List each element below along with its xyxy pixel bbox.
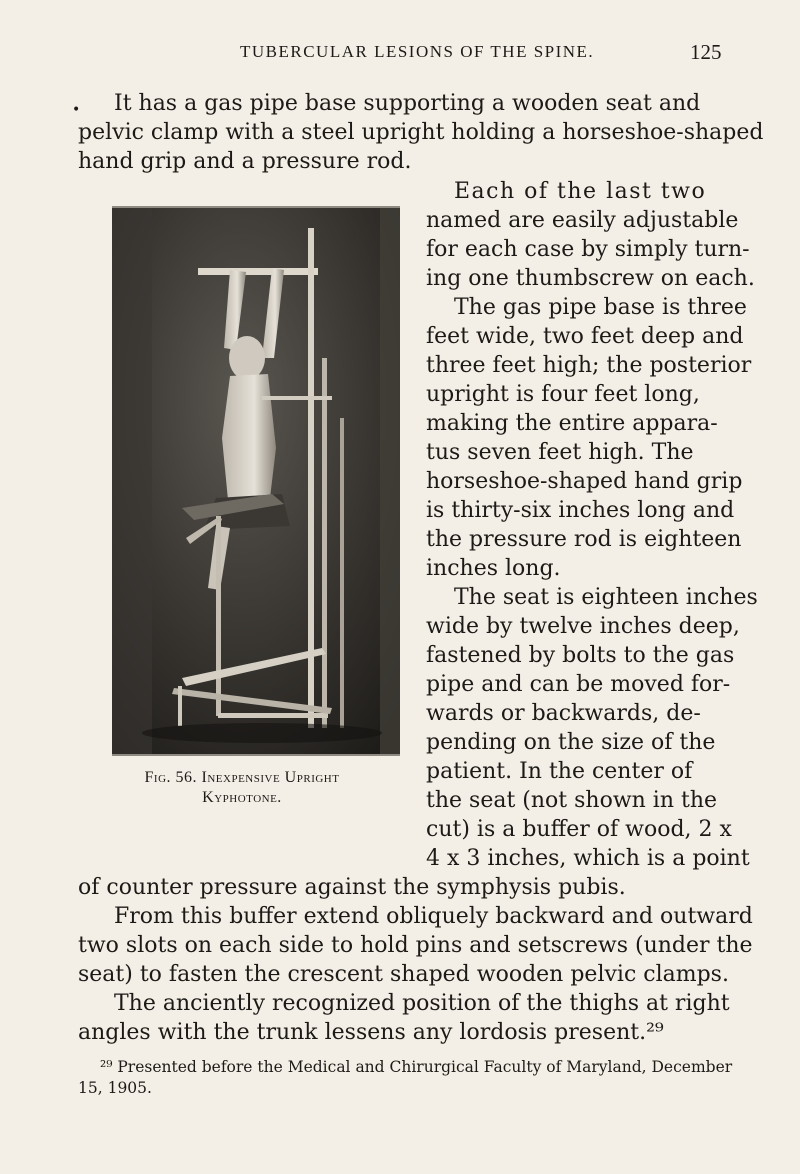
text-line: for each case by simply turn-: [426, 237, 750, 262]
caption-line: Kyphotone.: [202, 789, 282, 806]
text-line: From this buffer extend obliquely backward and outward: [114, 904, 753, 929]
figure-caption: [78, 768, 406, 808]
footnote-line: ²⁹ Presented before the Medical and Chirurgical Faculty of Maryland, December: [100, 1058, 733, 1076]
running-head: TUBERCULAR LESIONS OF THE SPINE.: [240, 42, 595, 61]
caption-line: Fig. 56. Inexpensive Upright: [144, 769, 340, 786]
text-line: horseshoe-shaped hand grip: [426, 469, 743, 494]
text-line: hand grip and a pressure rod.: [78, 149, 412, 174]
footnote-line: 15, 1905.: [78, 1079, 152, 1097]
text-line: It has a gas pipe base supporting a wooden seat and: [114, 91, 701, 116]
text-line: ing one thumbscrew on each.: [426, 266, 755, 291]
text-line: upright is four feet long,: [426, 382, 700, 407]
text-line: of counter pressure against the symphysis pubis.: [78, 875, 626, 900]
text-line: seat) to fasten the crescent shaped wooden pelvic clamps.: [78, 962, 729, 987]
text-line: inches long.: [426, 556, 561, 581]
text-line: fastened by bolts to the gas: [426, 643, 735, 668]
text-line: angles with the trunk lessens any lordosis present.²⁹: [78, 1020, 664, 1045]
text-line: making the entire appara-: [426, 411, 718, 436]
text-line: three feet high; the posterior: [426, 353, 752, 378]
page-number: 125: [690, 40, 722, 64]
text-line: Each of the last two: [454, 179, 707, 204]
text-line: is thirty-six inches long and: [426, 498, 735, 523]
text-line: two slots on each side to hold pins and setscrews (under the: [78, 933, 753, 958]
text-line: pipe and can be moved for-: [426, 672, 731, 697]
text-line: cut) is a buffer of wood, 2 x: [426, 817, 732, 842]
stray-mark: •: [72, 102, 81, 118]
text-line: wide by twelve inches deep,: [426, 614, 740, 639]
text-line: pending on the size of the: [426, 730, 716, 755]
figure-photograph: [112, 206, 400, 756]
text-line: wards or backwards, de-: [426, 701, 701, 726]
text-line: feet wide, two feet deep and: [426, 324, 744, 349]
text-line: pelvic clamp with a steel upright holding a horseshoe-shaped: [78, 120, 764, 145]
text-line: The gas pipe base is three: [454, 295, 747, 320]
text-line: tus seven feet high. The: [426, 440, 694, 465]
text-line: the pressure rod is eighteen: [426, 527, 742, 552]
text-line: the seat (not shown in the: [426, 788, 718, 813]
text-line: The anciently recognized position of the thighs at right: [114, 991, 730, 1016]
text-line: 4 x 3 inches, which is a point: [426, 846, 750, 871]
text-line: named are easily adjustable: [426, 208, 739, 233]
text-line: patient. In the center of: [426, 759, 693, 784]
text-line: The seat is eighteen inches: [454, 585, 758, 610]
photo-illustration: [112, 208, 400, 754]
